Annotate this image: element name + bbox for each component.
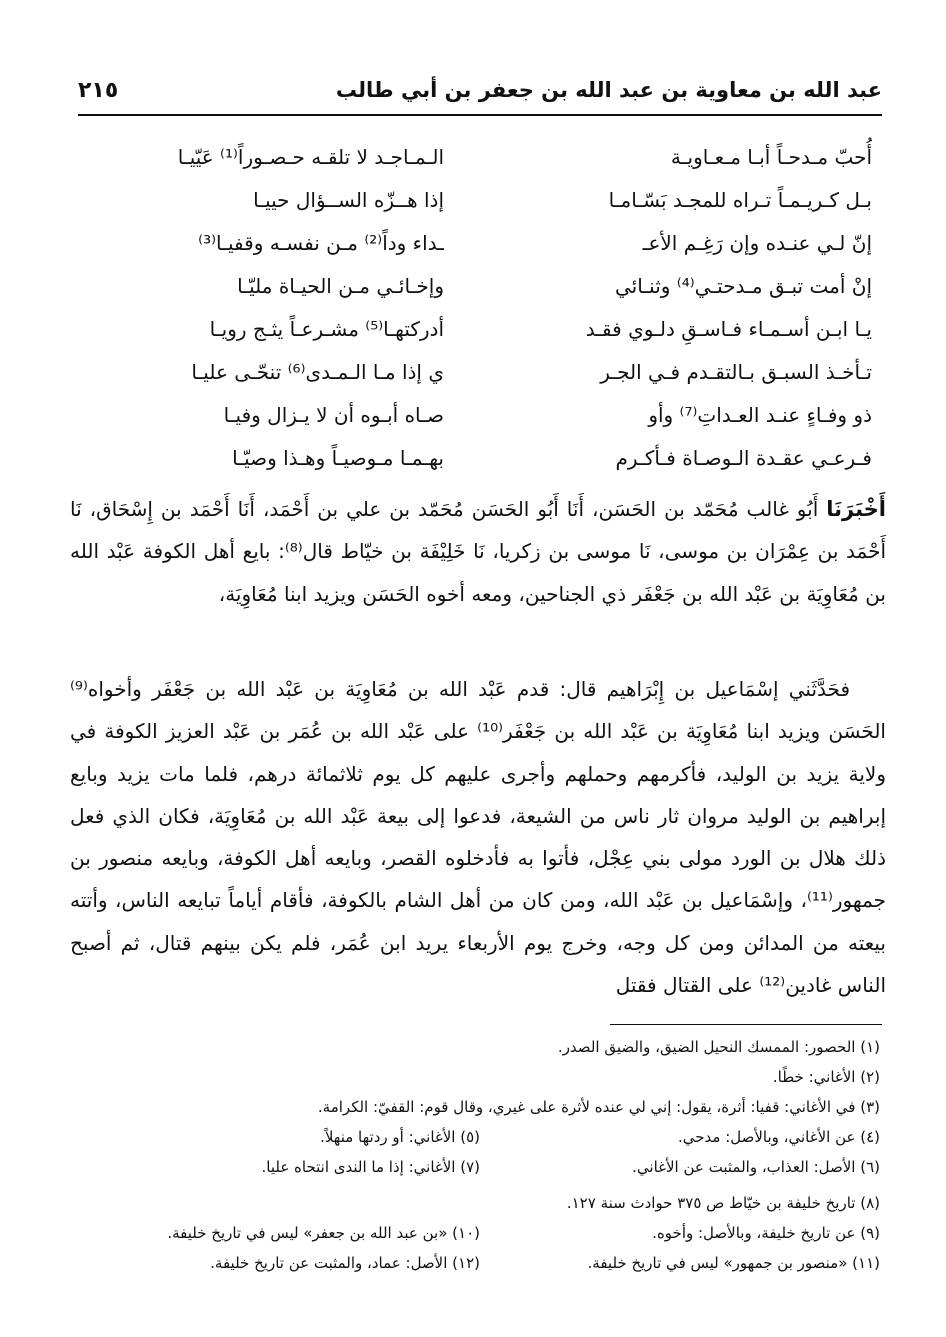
paragraph-text: أَبُو غالب مُحَمّد بن الحَسَن، أَنَا أَبُو الحَسَن مُحَمّد بن علي بن أَحْمَد، أَنَا أَحْمَد بن إِسْحَاق، نَا أَحْمَد بن عِمْرَان بن موسى، نَا موسى بن زكريا، نَا خَلِيْفَة بن خيّاط قال⁽⁸⁾: بايع أهل الكوفة عَبْد الله بن مُعَاوِيَة بن عَبْد الله بن جَعْفَر ذي الجناحين، ومعه أخوه الحَسَن ويزيد ابنا مُعَاوِيَة، [70, 497, 886, 606]
footnote-row [100, 1218, 880, 1248]
verse-second-hemistich: ـداء وداً⁽²⁾ مـن نفسـه وقفيـا⁽³⁾ [198, 231, 444, 255]
verse-second-hemistich: وإخـائـي مـن الحيـاة مليّـا [237, 274, 444, 298]
verse-first-hemistich: أُحبّ مـدحـاً أبـا مـعـاويـة [670, 145, 872, 169]
verse-second-hemistich: إذا هــزّه الســؤال حييـا [253, 188, 444, 212]
verse-first-hemistich: إنْ أمت تبـق مـدحتـي⁽⁴⁾ وثنـائي [614, 274, 872, 298]
footnote-row [100, 1032, 880, 1062]
footnote: (٦) الأصل: العذاب، والمثبت عن الأغاني. [632, 1158, 880, 1176]
poem-verse [88, 437, 872, 480]
verse-first-hemistich: تـأخـذ السبـق بـالتقـدم فـي الجـر [600, 360, 872, 384]
footnote: (٤) عن الأغاني، وبالأصل: مدحي. [677, 1128, 880, 1146]
verse-first-hemistich: ذو وفـاءٍ عنـد العـداتِ⁽⁷⁾ وأو [648, 403, 872, 427]
verse-first-hemistich: بـل كـريـمـاً تـراه للمجـد بَسّـامـا [608, 188, 872, 212]
poem-verse [88, 265, 872, 308]
verse-second-hemistich: صـاه أبـوه أن لا يـزال وفيـا [223, 403, 444, 427]
footnote: (٥) الأغاني: أو ردتها منهلاً. [320, 1128, 480, 1146]
poem-verse [88, 351, 872, 394]
footnote: (١١) «منصور بن جمهور» ليس في تاريخ خليفة. [587, 1254, 880, 1272]
verse-second-hemistich: بهـمـا مـوصيـاً وهـذا وصيّـا [232, 446, 444, 470]
footnote: (١٢) الأصل: عماد، والمثبت عن تاريخ خليفة. [210, 1254, 480, 1272]
verse-first-hemistich: يـا ابـن أسـمـاء فـاسـقِ دلـوي فقـد [585, 317, 872, 341]
footnote: (١) الحصور: الممسك النحيل الضيق، والضيق الصدر. [557, 1038, 880, 1056]
poem-verse [88, 308, 872, 351]
verse-first-hemistich: إنّ لـي عنـده وإن رَغِـم الأعـ [642, 231, 872, 255]
footnote-row [100, 1062, 880, 1092]
verse-second-hemistich: ي إذا مـا الـمـدى⁽⁶⁾ تنحّـى عليـا [191, 360, 444, 384]
verse-second-hemistich: الـمـاجـد لا تلقـه حـصـوراً⁽¹⁾ عَيّيـا [177, 145, 444, 169]
paragraph-isnad [70, 488, 886, 615]
verse-second-hemistich: أدركتهـا⁽⁵⁾ مشـرعـاً يثـج رويـا [209, 317, 444, 341]
footnote-row [100, 1188, 880, 1218]
running-header [78, 70, 882, 116]
footnotes [100, 1032, 880, 1278]
footnote: (٧) الأغاني: إذا ما الندى انتحاه عليا. [261, 1158, 480, 1176]
poem-verse [88, 136, 872, 179]
footnote-row [100, 1152, 880, 1182]
footnote-row [100, 1092, 880, 1122]
poem-verse [88, 222, 872, 265]
poem [88, 136, 872, 480]
paragraph-narrative: فحَدَّثَني إسْمَاعيل بن إِبْرَاهيم قال: قدم عَبْد الله بن مُعَاوِيَة بن عَبْد الله بن جَعْفَر وأخواه⁽⁹⁾ الحَسَن ويزيد ابنا مُعَاوِيَة بن عَبْد الله بن جَعْفَر⁽¹⁰⁾ على عَبْد الله بن عُمَر بن عَبْد العزيز الكوفة في ولاية يزيد بن الوليد، فأكرمهم وحملهم وأجرى عليهم كل يوم ثلاثمائة درهم، فلما مات يزيد وبايع إبراهيم بن الوليد مروان ثار ناس من الشيعة، فدعوا إلى بيعة عَبْد الله بن مُعَاوِيَة، فكان الذي فعل ذلك هلال بن الورد مولى بني عِجْل، فأتوا به فأدخلوه القصر، وبايعه أهل الكوفة، وبايعه منصور بن جمهور⁽¹¹⁾، وإسْمَاعيل بن عَبْد الله، ومن كان من أهل الشام بالكوفة، فأقام أياماً تبايعه الناس، وأتته بيعته من المدائن ومن كل وجه، وخرج يوم الأربعاء يريد ابن عُمَر، فلم يكن بينهم قتال، ثم أصبح الناس غادين⁽¹²⁾ على القتال فقتل [70, 677, 886, 998]
poem-verse [88, 394, 872, 437]
paragraph-lead-word: أَخْبَرَنَا [826, 497, 886, 521]
footnote: (٢) الأغاني: خطًا. [772, 1068, 880, 1086]
footnote-row [100, 1248, 880, 1278]
page-number: ٢١٥ [78, 78, 119, 103]
footnote: (٩) عن تاريخ خليفة، وبالأصل: وأخوه. [652, 1224, 880, 1242]
header-title: عبد الله بن معاوية بن عبد الله بن جعفر بن أبي طالب [335, 78, 882, 102]
footnote: (٣) في الأغاني: قفيا: أثرة، يقول: إني لي عنده لأثرة على غيري، وقال قوم: القفيّ: الكرامة. [317, 1098, 880, 1116]
footnote: (٨) تاريخ خليفة بن خيّاط ص ٣٧٥ حوادث سنة ١٢٧. [566, 1194, 880, 1212]
footnote-row [100, 1122, 880, 1152]
footnote: (١٠) «بن عبد الله بن جعفر» ليس في تاريخ خليفة. [167, 1224, 480, 1242]
poem-verse [88, 179, 872, 222]
verse-first-hemistich: فـرعـي عقـدة الـوصـاة فـأكـرم [615, 446, 872, 470]
footnote-separator [610, 1024, 882, 1025]
